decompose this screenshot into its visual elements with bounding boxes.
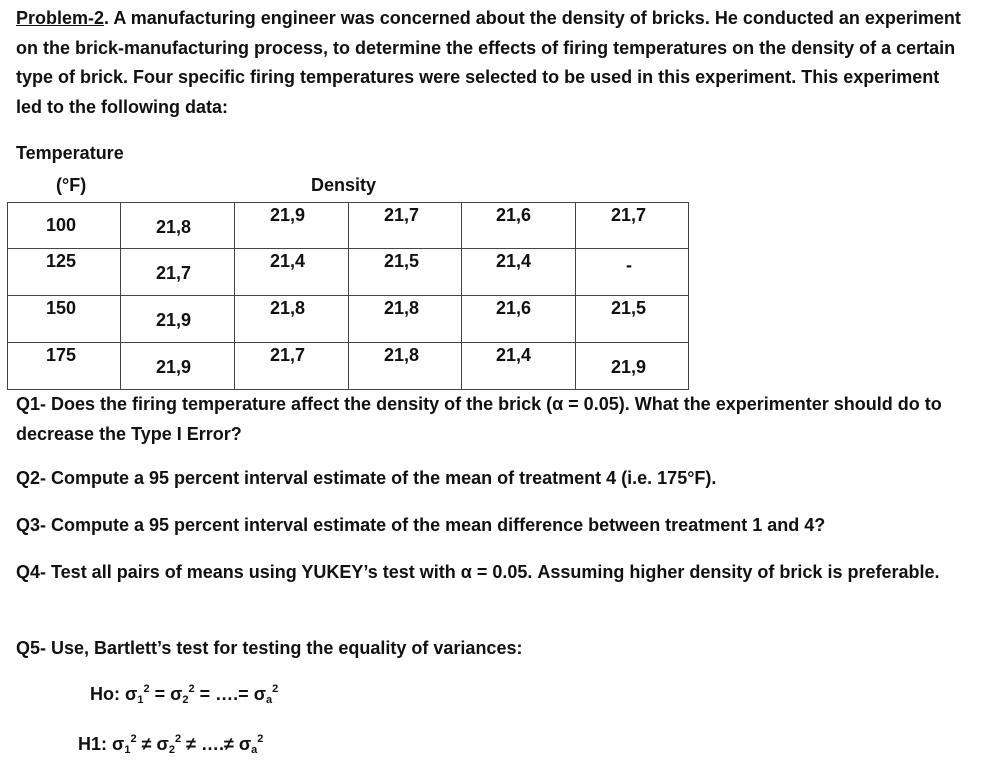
- density-value: 21,9: [611, 357, 647, 377]
- problem-text: . A manufacturing engineer was concerned about the density of bricks. He conducted an experiment on the brick-manufacturing process, to determine the effects of firing temperatures on the density of a certain type of brick. Four specific firing temperatures were selected to be used in this experiment. This experiment led to the following data:: [16, 8, 961, 117]
- density-value: 21,7: [156, 263, 192, 283]
- table-row: [8, 296, 689, 343]
- density-value: -: [626, 255, 632, 275]
- density-value: 21,8: [384, 345, 420, 365]
- table-cell: [121, 203, 235, 249]
- density-value: 21,9: [156, 357, 192, 377]
- sigma-symbol: σ: [125, 684, 138, 704]
- sigma-symbol: σ: [238, 734, 252, 754]
- table-cell: [576, 203, 689, 249]
- superscript: 2: [188, 683, 195, 695]
- superscript: 2: [130, 733, 137, 745]
- table-cell: [349, 203, 462, 249]
- density-value: 21,4: [496, 251, 532, 271]
- temp-value: 100: [46, 215, 77, 235]
- density-value: 21,7: [270, 345, 306, 365]
- density-value: 21,8: [156, 217, 192, 237]
- temperature-unit: (°F): [56, 175, 87, 195]
- subscript: 1: [137, 694, 144, 706]
- table-cell: [121, 249, 235, 296]
- table-cell: [576, 296, 689, 343]
- density-value: 21,5: [384, 251, 420, 271]
- question-5: Q5- Use, Bartlett’s test for testing the equality of variances:: [16, 638, 523, 658]
- subscript: a: [251, 744, 258, 756]
- table-row: [8, 343, 689, 390]
- table-cell: [462, 203, 576, 249]
- density-value: 21,7: [384, 205, 420, 225]
- density-value: 21,6: [496, 205, 532, 225]
- density-value: 21,4: [270, 251, 306, 271]
- density-value: 21,5: [611, 298, 647, 318]
- table-cell-temp: [8, 296, 121, 343]
- sigma-symbol: σ: [170, 684, 183, 704]
- temp-value: 150: [46, 298, 77, 318]
- superscript: 2: [174, 733, 182, 745]
- question-2: Q2- Compute a 95 percent interval estimate of the mean of treatment 4 (i.e. 175°F).: [16, 468, 717, 488]
- table-cell: [349, 249, 462, 296]
- subscript: 2: [168, 744, 175, 756]
- temperature-header: Temperature: [16, 143, 124, 163]
- table-cell: [349, 343, 462, 390]
- table-cell: [576, 343, 689, 390]
- alternative-hypothesis: [78, 733, 263, 756]
- density-value: 21,6: [496, 298, 532, 318]
- sigma-symbol: σ: [112, 734, 125, 754]
- table-cell: [121, 296, 235, 343]
- superscript: 2: [272, 683, 279, 695]
- subscript: 2: [182, 694, 189, 706]
- question-3: Q3- Compute a 95 percent interval estimate of the mean difference between treatment 1 and 4?: [16, 515, 826, 535]
- superscript: 2: [143, 683, 150, 695]
- density-value: 21,7: [611, 205, 647, 225]
- sigma-symbol: σ: [156, 734, 169, 754]
- superscript: 2: [257, 733, 264, 745]
- density-value: 21,9: [156, 310, 192, 330]
- problem-label: Problem-2: [16, 8, 105, 28]
- question-1: Q1- Does the firing temperature affect the density of the brick (α = 0.05). What the experimenter should do to decrease the Type I Error?: [16, 394, 942, 444]
- table-cell: [235, 343, 349, 390]
- table-row: [8, 203, 689, 249]
- question-4: Q4- Test all pairs of means using YUKEY’s test with α = 0.05. Assuming higher density of brick is preferable.: [16, 562, 940, 582]
- h1-label: H1:: [78, 734, 113, 754]
- equals-dots: = ….=: [194, 684, 254, 704]
- density-table: [7, 202, 689, 390]
- table-cell-temp: [8, 249, 121, 296]
- table-cell: [462, 343, 576, 390]
- not-equals-sign: ≠: [136, 734, 157, 754]
- table-cell: [121, 343, 235, 390]
- density-value: 21,9: [270, 205, 306, 225]
- h0-label: Ho:: [90, 684, 125, 704]
- table-cell: [462, 296, 576, 343]
- table-row: [8, 249, 689, 296]
- problem-statement: [16, 4, 966, 122]
- density-value: 21,8: [270, 298, 306, 318]
- temp-value: 125: [46, 251, 77, 271]
- not-equals-dots: ≠ ….≠: [181, 734, 239, 754]
- sigma-symbol: σ: [253, 684, 267, 704]
- table-cell: [235, 296, 349, 343]
- table-cell: [235, 203, 349, 249]
- table-cell: [576, 249, 689, 296]
- density-value: 21,4: [496, 345, 532, 365]
- equals-sign: =: [149, 684, 171, 704]
- table-cell: [235, 249, 349, 296]
- density-value: 21,8: [384, 298, 420, 318]
- subscript: 1: [124, 744, 131, 756]
- table-cell: [462, 249, 576, 296]
- table-cell: [349, 296, 462, 343]
- null-hypothesis: [90, 683, 278, 706]
- table-cell-temp: [8, 343, 121, 390]
- temp-value: 175: [46, 345, 77, 365]
- subscript: a: [266, 694, 273, 706]
- density-header: Density: [311, 175, 377, 195]
- table-cell-temp: [8, 203, 121, 249]
